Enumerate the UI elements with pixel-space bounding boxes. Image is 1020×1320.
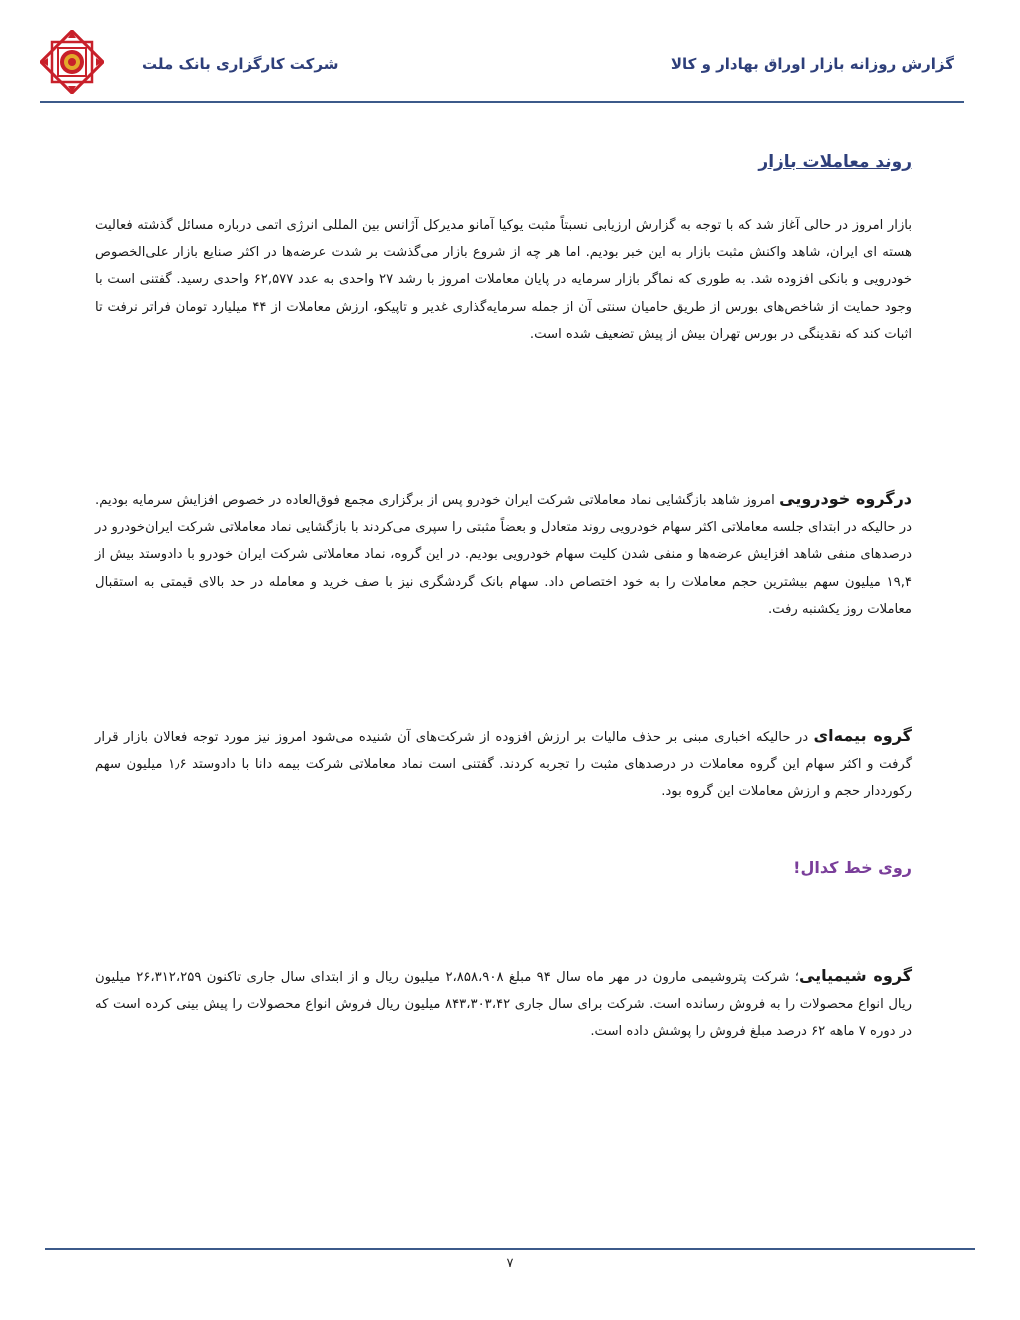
codal-subheading: روی خط کدال! [793, 858, 912, 877]
market-paragraph [95, 212, 912, 348]
insurance-lead: گروه بیمه‌ای [813, 726, 912, 745]
auto-lead: درگروه خودرویی [779, 489, 913, 508]
page-number: ۷ [506, 1256, 514, 1271]
market-text: بازار امروز در حالی آغاز شد که با توجه به گزارش ارزیابی نسبتاً مثبت یوکیا آمانو مدیرکل آژانس بین المللی انرژی اتمی درباره مسائل گذشته فعالیت هسته ای ایران، شاهد واکنش مثبت بازار به این خبر بودیم. اما هر چه از شروع بازار می‌گذشت بر شدت عرضه‌ها در اکثر صنایع بازار علی‌الخصوص خودرویی و بانکی افزوده شد. به طوری که نماگر بازار سرمایه در پایان معاملات امروز با رشد ۲۷ واحدی به عدد ۶۲,۵۷۷ واحدی رسید. گفتنی است با وجود حمایت از شاخص‌های بورس از طریق حامیان سنتی آن از جمله سرمایه‌گذاری غدیر و تاپیکو، ارزش معاملات از ۴۴ میلیارد تومان فراتر نرفت تا اثبات کند که نقدینگی در بورس تهران بیش از پیش تضعیف شده است. [95, 218, 913, 342]
bank-mellat-logo-icon [40, 30, 104, 94]
footer-divider [45, 1248, 975, 1250]
auto-text: امروز شاهد بازگشایی نماد معاملاتی شرکت ایران خودرو پس از برگزاری مجمع فوق‌العاده در خصوص افزایش سرمایه بودیم. در حالیکه در ابتدای جلسه معاملاتی اکثر سهام خودرویی روند متعادل و بعضاً مثبتی را سپری می‌کردند با بازگشایی نماد معاملاتی شرکت ایران‌خودرو در درصدهای منفی شاهد افزایش عرضه‌ها و منفی شدن کلیت سهام خودرویی بودیم. در این گروه، نماد معاملاتی شرکت ایران خودرو با دادوستد بیش از ۱۹,۴ میلیون سهم بیشترین حجم معاملات را به خود اختصاص داد. سهام بانک گردشگری نیز با صف خرید و معامله در حد بالای قیمتی به استقبال معاملات روز یکشنبه رفت. [95, 493, 912, 617]
section-title: روند معاملات بازار [758, 152, 912, 172]
company-name: شرکت کارگزاری بانک ملت [142, 55, 339, 73]
auto-paragraph [95, 485, 912, 623]
header-divider [40, 101, 964, 103]
chemical-text: ؛ شرکت پتروشیمی مارون در مهر ماه سال ۹۴ مبلغ ۲،۸۵۸،۹۰۸ میلیون ریال و از ابتدای سال جاری تاکنون ۲۶،۳۱۲،۲۵۹ میلیون ریال انواع محصولات را به فروش رسانده است. شرکت برای سال جاری ۸۴۳،۳۰۳،۴۲ میلیون ریال فروش انواع محصولات را پیش بینی کرده است که در دوره ۷ ماهه ۶۲ درصد مبلغ فروش را پوشش داده است. [95, 970, 912, 1040]
chemical-paragraph [95, 962, 912, 1046]
chemical-lead: گروه شیمیایی [798, 966, 913, 985]
report-title: گزارش روزانه بازار اوراق بهادار و کالا [670, 55, 954, 73]
insurance-text: در حالیکه اخباری مبنی بر حذف مالیات بر ارزش افزوده از شرکت‌های آن شنیده می‌شود امروز نیز مورد توجه فعالان بازار قرار گرفت و اکثر سهام این گروه معاملات در درصدهای مثبت را تجربه کردند. گفتنی است نماد معاملاتی شرکت بیمه دانا با دادوستد ۱٫۶ میلیون سهم رکورددار حجم و ارزش معاملات این گروه بود. [95, 730, 912, 800]
insurance-paragraph [95, 722, 912, 806]
